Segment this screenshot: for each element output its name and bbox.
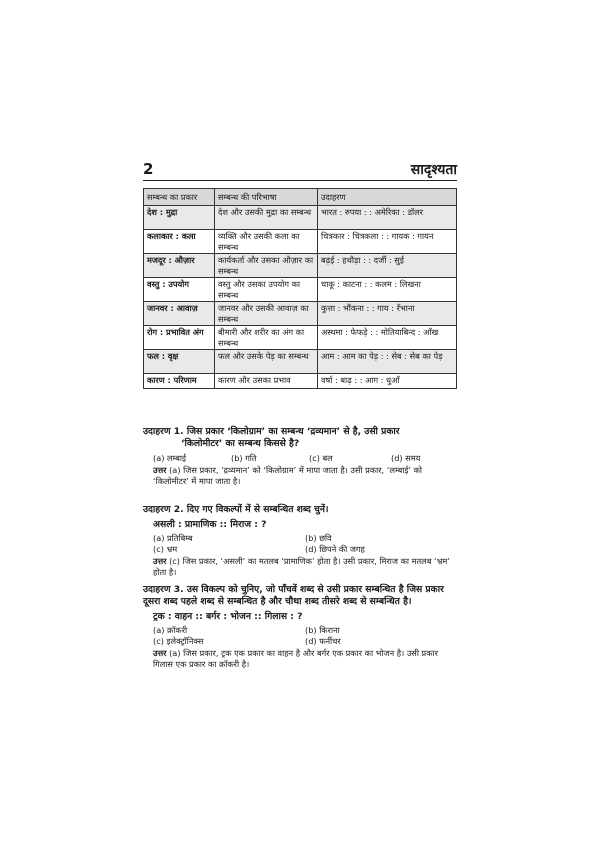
answer-text: (a) जिस प्रकार, ट्रक एक प्रकार का वाहन है और बर्गर एक प्रकार का भोजन है। उसी प्रकार गिलास एक प्रकार का क्रॉकरी है।: [153, 648, 438, 669]
answer: [143, 465, 459, 486]
answer: [143, 648, 459, 669]
option: (c) भ्रम: [153, 544, 178, 554]
table-cell: चाकू : काटना : : कलम : लिखना: [318, 278, 457, 302]
table-cell: चित्रकार : चित्रकला : : गायक : गायन: [318, 230, 457, 254]
option: (b) किराना: [305, 625, 340, 635]
table-cell: रोग : प्रभावित अंग: [144, 326, 215, 350]
table-cell: आम : आम का पेड़ : : सेब : सेब का पेड़: [318, 350, 457, 374]
table-cell: मजदूर : औज़ार: [144, 254, 215, 278]
table-row: [144, 374, 457, 389]
table-cell: कलाकार : कला: [144, 230, 215, 254]
answer-label: उत्तर: [153, 465, 167, 475]
option: (d) फर्नीचर: [305, 636, 341, 646]
column-header: सम्बन्ध का प्रकार: [144, 189, 215, 206]
table-cell: कारण : परिणाम: [144, 374, 215, 389]
table-cell: कुत्ता : भौंकना : : गाय : रँभाना: [318, 302, 457, 326]
example-question: उदाहरण 3. उस विकल्प को चुनिए, जो पाँचवें शब्द से उसी प्रकार सम्बन्धित है जिस प्रकार दूसरा शब्द पहले शब्द से सम्बन्धित है और चौथा शब्द तीसरे शब्द से सम्बन्धित है।: [143, 584, 444, 607]
table-cell: कार्यकर्ता और उसका औज़ार का सम्बन्ध: [215, 254, 318, 278]
example-question-continued: ‘किलोमीटर’ का सम्बन्ध किससे है?: [181, 438, 300, 449]
table-cell: जानवर : आवाज़: [144, 302, 215, 326]
option: (c) इलेक्ट्रॉनिक्स: [153, 636, 204, 646]
answer-text: (c) जिस प्रकार, ‘असली’ का मतलब ‘प्रामाणिक’ होता है। उसी प्रकार, मिराज का मतलब ‘भ्रम’ होता है।: [153, 556, 450, 577]
example-problem: ट्रक : वाहन :: बर्गर : भोजन :: गिलास : ?: [153, 611, 303, 622]
relationship-table: [143, 188, 457, 389]
answer-label: उत्तर: [153, 648, 167, 658]
table-cell: वर्षा : बाढ़ : : आग : धुआँ: [318, 374, 457, 389]
table-cell: वस्तु : उपयोग: [144, 278, 215, 302]
answer-text: (a) जिस प्रकार, ‘द्रव्यमान’ को ‘किलोग्राम’ में मापा जाता है। उसी प्रकार, ‘लम्बाई’ को ‘किलोमीटर’ में मापा जाता है।: [153, 465, 423, 486]
table-cell: जानवर और उसकी आवाज़ का सम्बन्ध: [215, 302, 318, 326]
header-rule: [143, 180, 457, 181]
option-list: [143, 625, 459, 647]
option: (d) समय: [391, 453, 421, 463]
option: (d) छिपने की जगह: [305, 544, 365, 554]
example-question: उदाहरण 1. जिस प्रकार ‘किलोग्राम’ का सम्बन्ध ‘द्रव्यमान’ से है, उसी प्रकार: [143, 426, 400, 437]
example-1: [143, 426, 459, 486]
table-cell: व्यक्ति और उसकी कला का सम्बन्ध: [215, 230, 318, 254]
table-cell: कारण और उसका प्रभाव: [215, 374, 318, 389]
column-header: सम्बन्ध की परिभाषा: [215, 189, 318, 206]
page-title: सादृश्यता: [410, 162, 457, 178]
table-header-row: [144, 189, 457, 206]
table-cell: देश : मुद्रा: [144, 206, 215, 230]
table-row: [144, 278, 457, 302]
table-row: [144, 302, 457, 326]
table-cell: अस्थमा : फेफड़े : : मोतियाबिन्द : आँख: [318, 326, 457, 350]
example-2: [143, 504, 459, 577]
example-problem: असली : प्रामाणिक :: मिराज : ?: [153, 519, 267, 530]
table-row: [144, 326, 457, 350]
table-cell: फल और उसके पेड़ का सम्बन्ध: [215, 350, 318, 374]
page-number: 2: [143, 160, 154, 178]
table-cell: बीमारी और शरीर का अंग का सम्बन्ध: [215, 326, 318, 350]
option: (b) गति: [231, 453, 257, 463]
table-row: [144, 254, 457, 278]
table-row: [144, 350, 457, 374]
option: (a) क्रॉकरी: [153, 625, 188, 635]
option: (b) छवि: [305, 533, 332, 543]
option: (c) बल: [309, 453, 333, 463]
table-row: [144, 230, 457, 254]
table-cell: वस्तु और उसका उपयोग का सम्बन्ध: [215, 278, 318, 302]
option: (a) लम्बाई: [153, 453, 187, 463]
example-3: [143, 584, 459, 669]
option: (a) प्रतिबिम्ब: [153, 533, 193, 543]
answer: [143, 556, 459, 577]
column-header: उदाहरण: [318, 189, 457, 206]
table-cell: भारत : रुपया : : अमेरिका : डॉलर: [318, 206, 457, 230]
answer-label: उत्तर: [153, 556, 167, 566]
option-list: [143, 533, 459, 555]
option-list: [143, 453, 459, 464]
table-row: [144, 206, 457, 230]
example-question: उदाहरण 2. दिए गए विकल्पों में से सम्बन्धित शब्द चुनें।: [143, 504, 329, 515]
table-cell: देश और उसकी मुद्रा का सम्बन्ध: [215, 206, 318, 230]
table-cell: बढ़ई : हथौड़ा : : दर्जी : सुई: [318, 254, 457, 278]
table-cell: फल : वृक्ष: [144, 350, 215, 374]
